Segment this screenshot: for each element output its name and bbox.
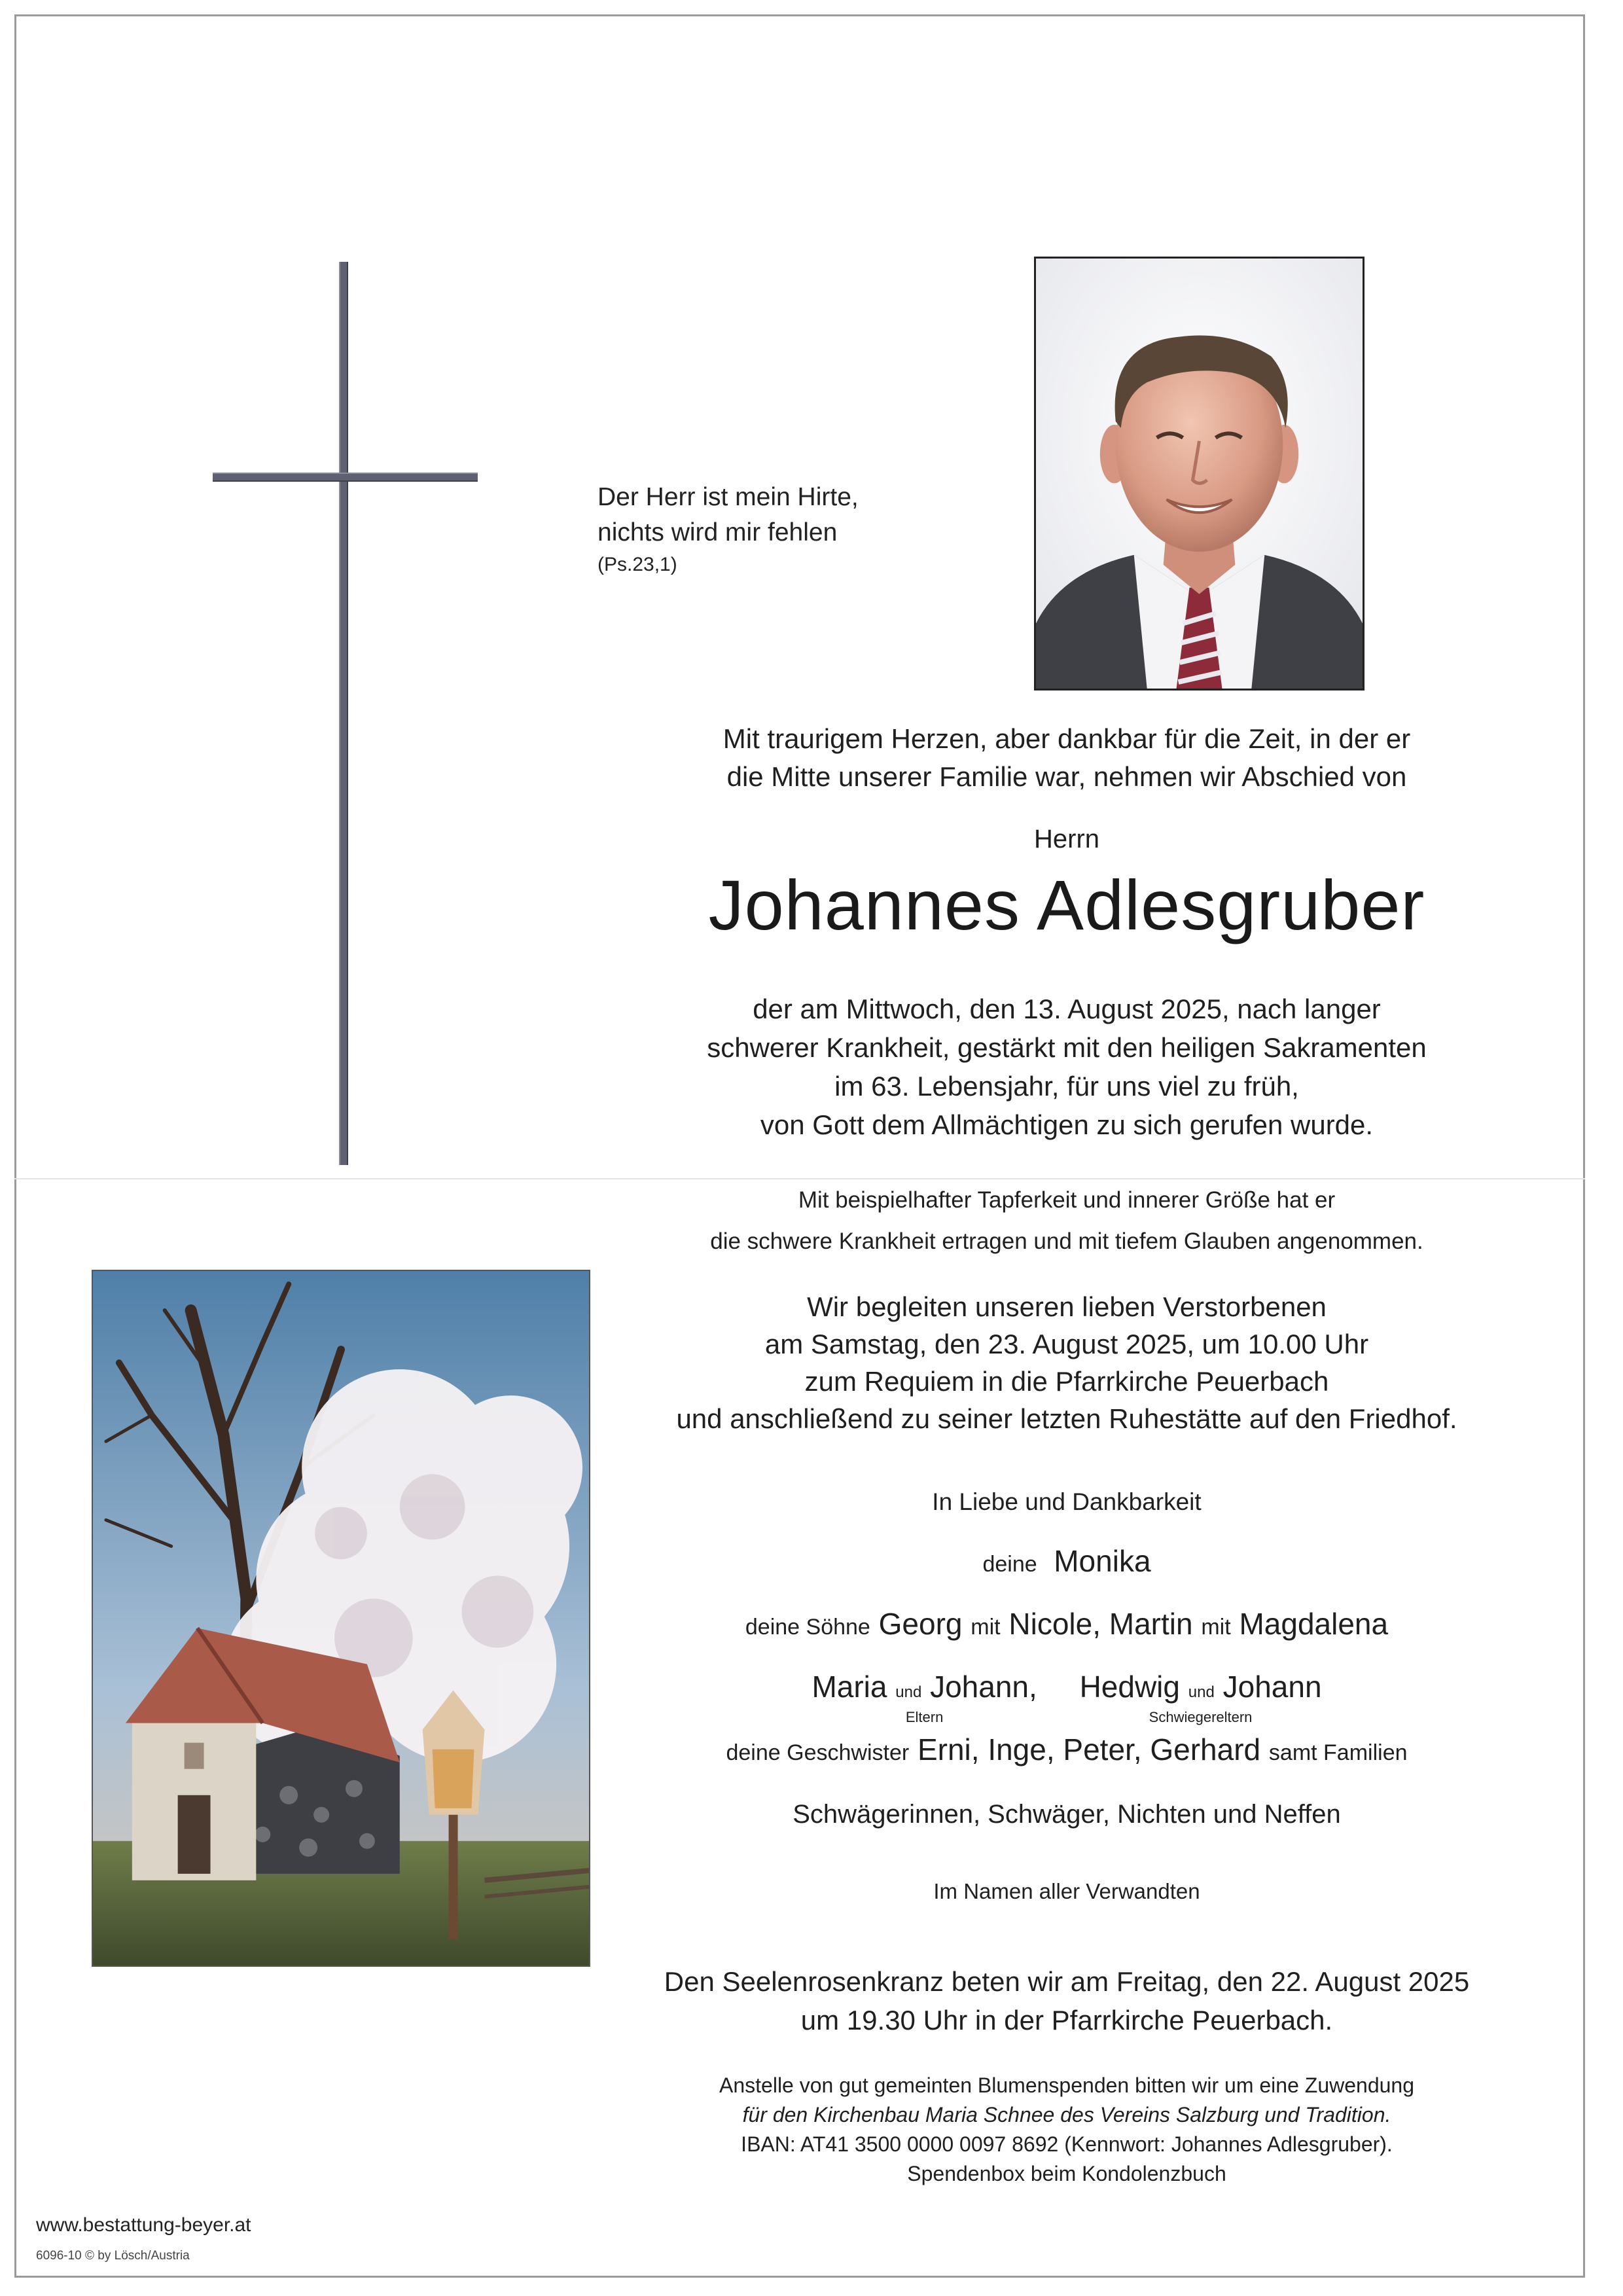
cross-vertical-bar — [339, 262, 348, 1165]
intro-text — [592, 720, 1541, 796]
bravery-line-1: Mit beispielhafter Tapferkeit und innerer Größe hat er — [798, 1187, 1336, 1213]
psalm-line-2: nichts wird mir fehlen — [597, 518, 838, 547]
family-relatives: Schwägerinnen, Schwäger, Nichten und Neffen — [793, 1800, 1341, 1829]
donation-line-2: für den Kirchenbau Maria Schnee des Vereins Salzburg und Tradition. — [742, 2103, 1391, 2126]
intro-line-1: Mit traurigem Herzen, aber dankbar für die Zeit, in der er — [722, 723, 1411, 754]
psalm-quote — [597, 480, 964, 579]
death-line-1: der am Mittwoch, den 13. August 2025, nach langer — [753, 994, 1381, 1024]
family-list — [592, 1541, 1541, 1856]
death-line-4: von Gott dem Allmächtigen zu sich gerufen wurde. — [760, 1109, 1374, 1140]
parents: Maria und Johann, Eltern — [812, 1670, 1037, 1725]
parents-in-law-caption: Schwiegereltern — [1149, 1709, 1253, 1725]
funeral-line-1: Wir begleiten unseren lieben Verstorbenen — [807, 1291, 1327, 1322]
funeral-line-3: zum Requiem in die Pfarrkirche Peuerbach — [804, 1366, 1329, 1397]
funeral-line-2: am Samstag, den 23. August 2025, um 10.00 Uhr — [764, 1329, 1369, 1359]
on-behalf-line: Im Namen aller Verwandten — [933, 1879, 1200, 1903]
rosary-text — [592, 1962, 1541, 2039]
psalm-line-1: Der Herr ist mein Hirte, — [597, 483, 859, 511]
love-line: In Liebe und Dankbarkeit — [932, 1488, 1202, 1515]
salutation: Herrn — [1033, 825, 1100, 853]
donation-text — [592, 2071, 1541, 2189]
donation-line-4: Spendenbox beim Kondolenzbuch — [907, 2162, 1226, 2185]
funeral-text — [592, 1288, 1541, 1437]
footer-code: 6096-10 © by Lösch/Austria — [36, 2249, 190, 2263]
death-notice — [592, 990, 1541, 1144]
deceased-name: Johannes Adlesgruber — [708, 865, 1425, 944]
bravery-line-2: die schwere Krankheit ertragen und mit tiefem Glauben angenommen. — [710, 1229, 1423, 1254]
family-parents — [592, 1667, 1541, 1730]
website-link[interactable]: www.bestattung-beyer.at — [36, 2214, 251, 2236]
portrait-photo — [1034, 257, 1364, 691]
parents-in-law: Hedwig und Johann Schwiegereltern — [1079, 1670, 1322, 1725]
donation-line-1: Anstelle von gut gemeinten Blumenspenden bitten wir um eine Zuwendung — [719, 2073, 1414, 2097]
donation-iban: IBAN: AT41 3500 0000 0097 8692 (Kennwort: Johannes Adlesgruber). — [741, 2132, 1393, 2156]
cross-horizontal-bar — [213, 473, 478, 482]
funeral-line-4: und anschließend zu seiner letzten Ruhestätte auf den Friedhof. — [676, 1403, 1457, 1434]
rosary-line-1: Den Seelenrosenkranz beten wir am Freitag, den 22. August 2025 — [664, 1966, 1470, 1997]
death-line-2: schwerer Krankheit, gestärkt mit den heiligen Sakramenten — [707, 1032, 1427, 1063]
psalm-reference: (Ps.23,1) — [597, 554, 677, 575]
death-line-3: im 63. Lebensjahr, für uns viel zu früh, — [834, 1071, 1299, 1102]
intro-line-2: die Mitte unserer Familie war, nehmen wir Abschied von — [726, 761, 1407, 792]
family-siblings: deine Geschwister Erni, Inge, Peter, Gerhard samt Familien — [726, 1732, 1408, 1767]
parents-caption: Eltern — [905, 1709, 944, 1725]
bravery-text — [592, 1179, 1541, 1262]
chapel-blossom-photo — [92, 1270, 590, 1967]
family-sons: deine Söhne Georg mit Nicole, Martin mit Magdalena — [745, 1607, 1389, 1641]
family-wife: deine Monika — [982, 1544, 1151, 1578]
rosary-line-2: um 19.30 Uhr in der Pfarrkirche Peuerbach. — [800, 2005, 1333, 2036]
